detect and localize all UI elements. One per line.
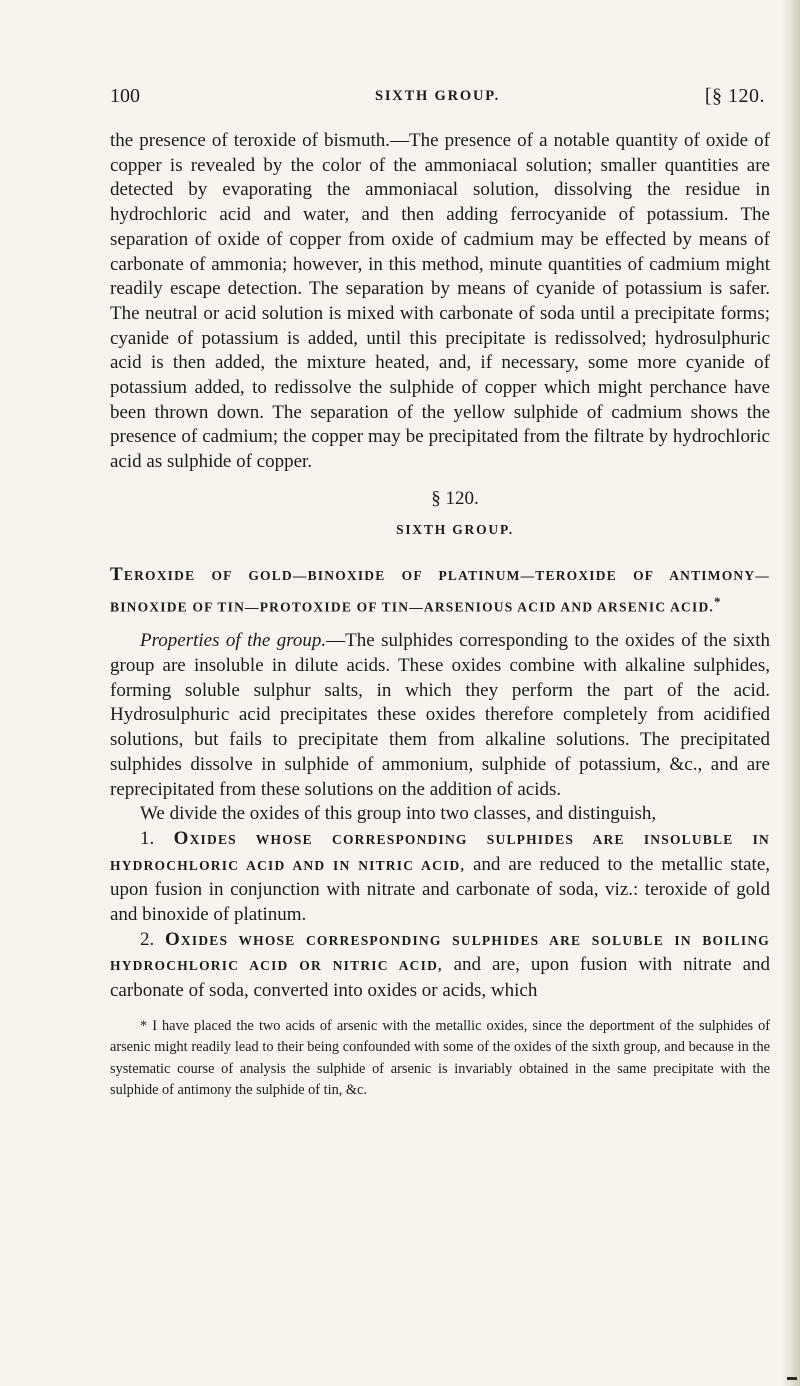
- class-two-heading: OXIDES WHOSE CORRESPONDING SULPHIDES ARE SOLUBLE IN BOILING HYDROCHLORIC ACID OR NITRIC ACID,: [110, 928, 770, 974]
- class-two-number: 2.: [140, 928, 155, 950]
- class-one-paragraph: [110, 827, 770, 928]
- running-title: SIXTH GROUP.: [374, 88, 500, 104]
- class-one-text: and are reduced to the metallic state, upon fusion in conjunction with nitrate and carbonate of soda, viz.: teroxide of gold and binoxide of platinum.: [110, 853, 770, 926]
- properties-text: —The sulphides corresponding to the oxides of the sixth group are insoluble in dilute acids. These oxides combine with alkaline sulphides, forming soluble sulphur salts, in which they perform the part of the acid. Hydrosulphuric acid precipitates these oxides therefore completely from acidified solutions, but fails to precipitate them from alkaline solutions. The precipitated sulphides dissolve in sulphide of ammonium, sulphide of potassium, &c., and are reprecipitated from these solutions on the addition of acids.: [110, 630, 770, 800]
- footnote: * I have placed the two acids of arsenic with the metallic oxides, since the deportment of the sulphides of arsenic might readily lead to their being confounded with some of the oxides of the sixth group, and because in the systematic course of analysis the sulphide of arsenic is invariably obtained in the same precipitate with the sulphide of antimony the sulphide of tin, &c.: [110, 1017, 770, 1099]
- page-edge-shadow: [782, 0, 800, 1386]
- class-two-text: and are, upon fusion with nitrate and carbonate of soda, converted into oxides or acids, which: [110, 954, 770, 1002]
- page-body: [110, 129, 770, 1102]
- properties-paragraph: [110, 629, 770, 802]
- divide-paragraph: We divide the oxides of this group into two classes, and distinguish,: [140, 803, 657, 825]
- section-number: § 120.: [431, 487, 479, 509]
- class-one-number: 1.: [140, 827, 155, 849]
- class-one-heading: OXIDES WHOSE CORRESPONDING SULPHIDES ARE INSOLUBLE IN HYDROCHLORIC ACID AND IN NITRIC ACID,: [110, 827, 770, 873]
- properties-label: Properties of the group.: [140, 630, 327, 652]
- continuation-paragraph: the presence of teroxide of bismuth.—The presence of a notable quantity of oxide of copper is revealed by the color of the ammoniacal solution; smaller quantities are detected by evaporating the ammoniacal solution, dissolving the residue in hydrochloric acid and water, and then adding ferrocyanide of potassium. The separation of oxide of copper from oxide of cadmium may be effected by means of carbonate of ammonia; however, in this method, minute quantities of cadmium might readily escape detection. The separation by means of cyanide of potassium is safer. The neutral or acid solution is mixed with carbonate of soda until a precipitate forms; cyanide of potassium is added, until this precipitate is redissolved; hydrosulphuric acid is then added, the mixture heated, and, if necessary, some more cyanide of potassium added, to redissolve the sulphide of copper which might perchance have been thrown down. The separation of the yellow sulphide of cadmium shows the presence of cadmium; the copper may be precipitated from the filtrate by hydrochloric acid as sulphide of copper.: [110, 130, 770, 473]
- class-two-paragraph: [110, 928, 770, 1004]
- page-number: 100: [110, 85, 140, 107]
- group-heading-initial: T: [110, 563, 124, 585]
- section-title: SIXTH GROUP.: [396, 521, 514, 537]
- running-head: [110, 85, 765, 115]
- group-heading-text: EROXIDE OF GOLD—BINOXIDE OF PLATINUM—TEROXIDE OF ANTIMONY—BINOXIDE OF TIN—PROTOXIDE OF TIN—ARSENIOUS ACID AND ARSENIC ACID.: [110, 567, 770, 615]
- footnote-marker: *: [713, 593, 722, 609]
- group-heading: [110, 562, 770, 621]
- page-edge-mark: [787, 1377, 797, 1380]
- section-reference: [§ 120.: [704, 85, 765, 107]
